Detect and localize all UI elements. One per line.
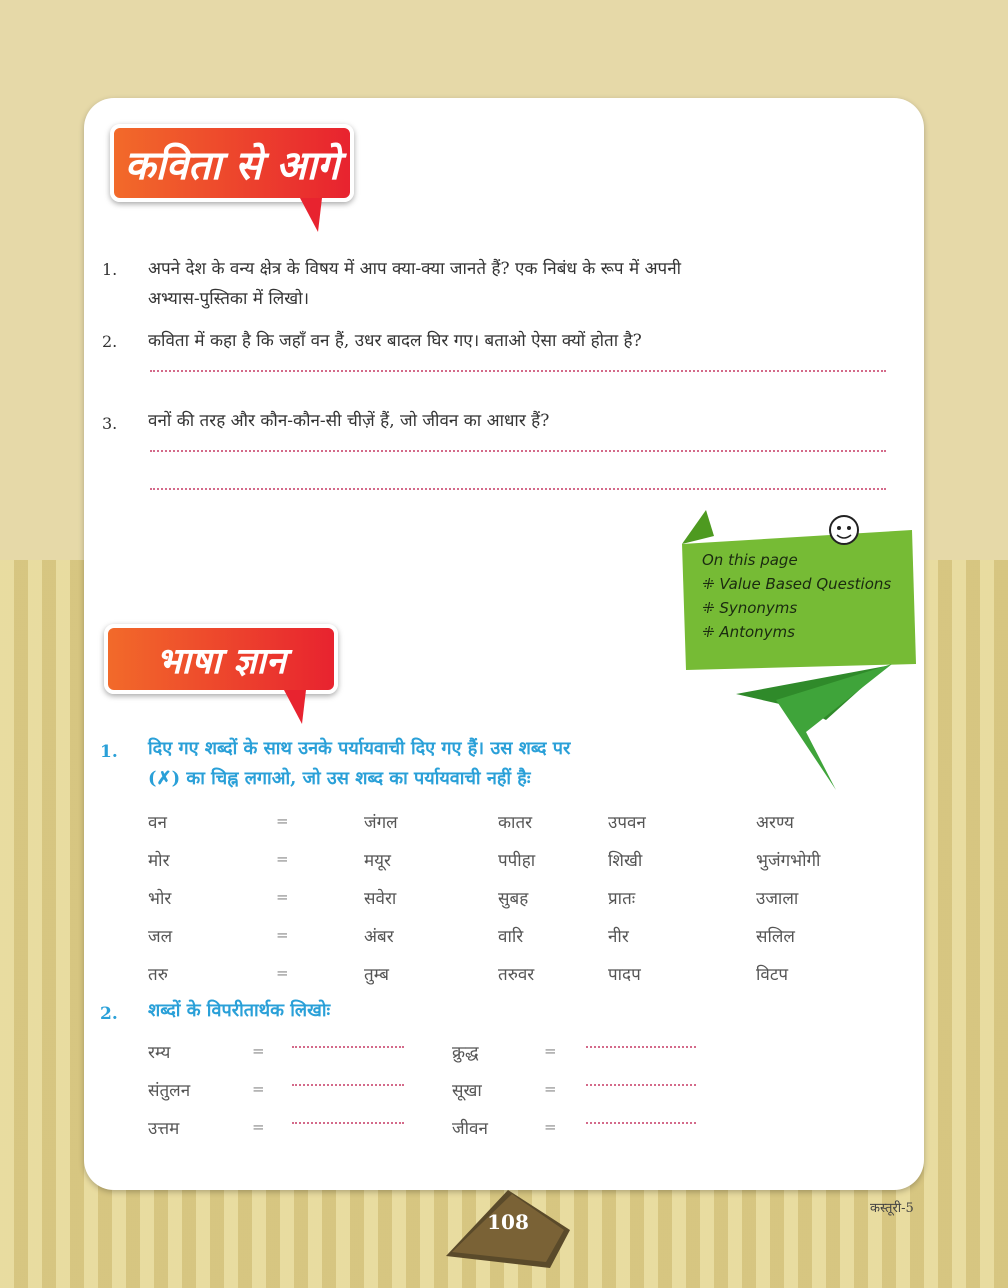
equals-sign: = [276,850,289,868]
synonym-option[interactable]: सलिल [756,927,795,947]
page-number-badge [446,1190,570,1268]
equals-sign: = [252,1118,265,1136]
question-number: 2. [100,1004,118,1024]
synonym-option[interactable]: पादप [608,965,641,985]
question-line: दिए गए शब्दों के साथ उनके पर्यायवाची दिए गए हैं। उस शब्द पर [148,738,571,759]
synonym-word: भोर [148,889,172,909]
note-item: ⁜ Synonyms [702,599,798,617]
synonym-option[interactable]: शिखी [608,851,643,871]
section-title: भाषा ज्ञान [156,639,286,682]
note-item: ⁜ Value Based Questions [702,575,892,593]
equals-sign: = [276,812,289,830]
answer-line[interactable] [586,1046,696,1048]
synonym-option[interactable]: भुजंगभोगी [756,851,821,871]
synonym-option[interactable]: प्रातः [608,889,636,909]
equals-sign: = [544,1042,557,1060]
question-line: अपने देश के वन्य क्षेत्र के विषय में आप क्या-क्या जानते हैं? एक निबंध के रूप में अपनी [148,259,682,279]
answer-line[interactable] [292,1046,404,1048]
equals-sign: = [544,1080,557,1098]
answer-line[interactable] [150,370,886,372]
synonym-option[interactable]: सुबह [498,889,529,909]
synonym-option[interactable]: विटप [756,965,789,985]
answer-line[interactable] [292,1084,404,1086]
synonym-option[interactable]: अंबर [364,927,394,947]
antonym-word: संतुलन [148,1081,191,1101]
section-title: कविता से आगे [124,141,340,189]
answer-line[interactable] [586,1084,696,1086]
answer-line[interactable] [150,450,886,452]
antonym-word: क्रुद्ध [452,1043,479,1063]
question-line: अभ्यास-पुस्तिका में लिखो। [148,289,310,309]
answer-line[interactable] [586,1122,696,1124]
synonym-option[interactable]: अरण्य [756,813,794,833]
equals-sign: = [276,888,289,906]
page-number: 108 [487,1210,529,1234]
question-number: 1. [102,260,118,279]
equals-sign: = [276,926,289,944]
synonym-option[interactable]: उपवन [608,813,646,833]
section-title-badge-bhasha [104,624,338,694]
question-number: 1. [100,742,118,762]
note-content [702,548,891,644]
synonym-option[interactable]: पपीहा [498,851,536,871]
synonym-option[interactable]: सवेरा [364,889,397,909]
question-text: शब्दों के विपरीतार्थक लिखोः [148,1000,331,1021]
antonym-word: सूखा [452,1081,482,1101]
antonym-word: उत्तम [148,1119,180,1139]
synonym-option[interactable]: नीर [608,927,629,947]
synonym-word: जल [148,927,173,947]
cartoon-face-icon [830,516,858,544]
note-item: ⁜ Antonyms [702,623,795,641]
question-text: कविता में कहा है कि जहाँ वन हैं, उधर बादल घिर गए। बताओ ऐसा क्यों होता है? [148,331,642,351]
equals-sign: = [276,964,289,982]
synonym-option[interactable]: उजाला [756,889,799,909]
question-text: वनों की तरह और कौन-कौन-सी चीज़ें हैं, जो जीवन का आधार हैं? [148,411,550,431]
synonym-word: मोर [148,851,170,871]
antonym-word: रम्य [148,1043,171,1063]
equals-sign: = [252,1080,265,1098]
question-text [148,734,808,794]
synonym-option[interactable]: जंगल [364,813,398,833]
synonym-option[interactable]: कातर [498,813,533,833]
synonym-option[interactable]: तरुवर [498,965,535,985]
synonym-option[interactable]: तुम्ब [364,965,389,985]
question-number: 3. [102,414,118,433]
synonym-word: तरु [148,965,168,985]
question-line: (✗) का चिह्न लगाओ, जो उस शब्द का पर्यायवाची नहीं हैः [148,768,531,789]
question-number: 2. [102,332,118,351]
question-text [148,254,888,314]
antonym-word: जीवन [452,1119,488,1139]
answer-line[interactable] [150,488,886,490]
note-heading: On this page [702,551,798,569]
synonym-option[interactable]: वारि [498,927,524,947]
section-title-badge-kavita [110,124,354,202]
answer-line[interactable] [292,1122,404,1124]
book-name: कस्तूरी-5 [870,1201,914,1216]
equals-sign: = [252,1042,265,1060]
equals-sign: = [544,1118,557,1136]
synonym-word: वन [148,813,167,833]
synonym-option[interactable]: मयूर [364,851,391,871]
